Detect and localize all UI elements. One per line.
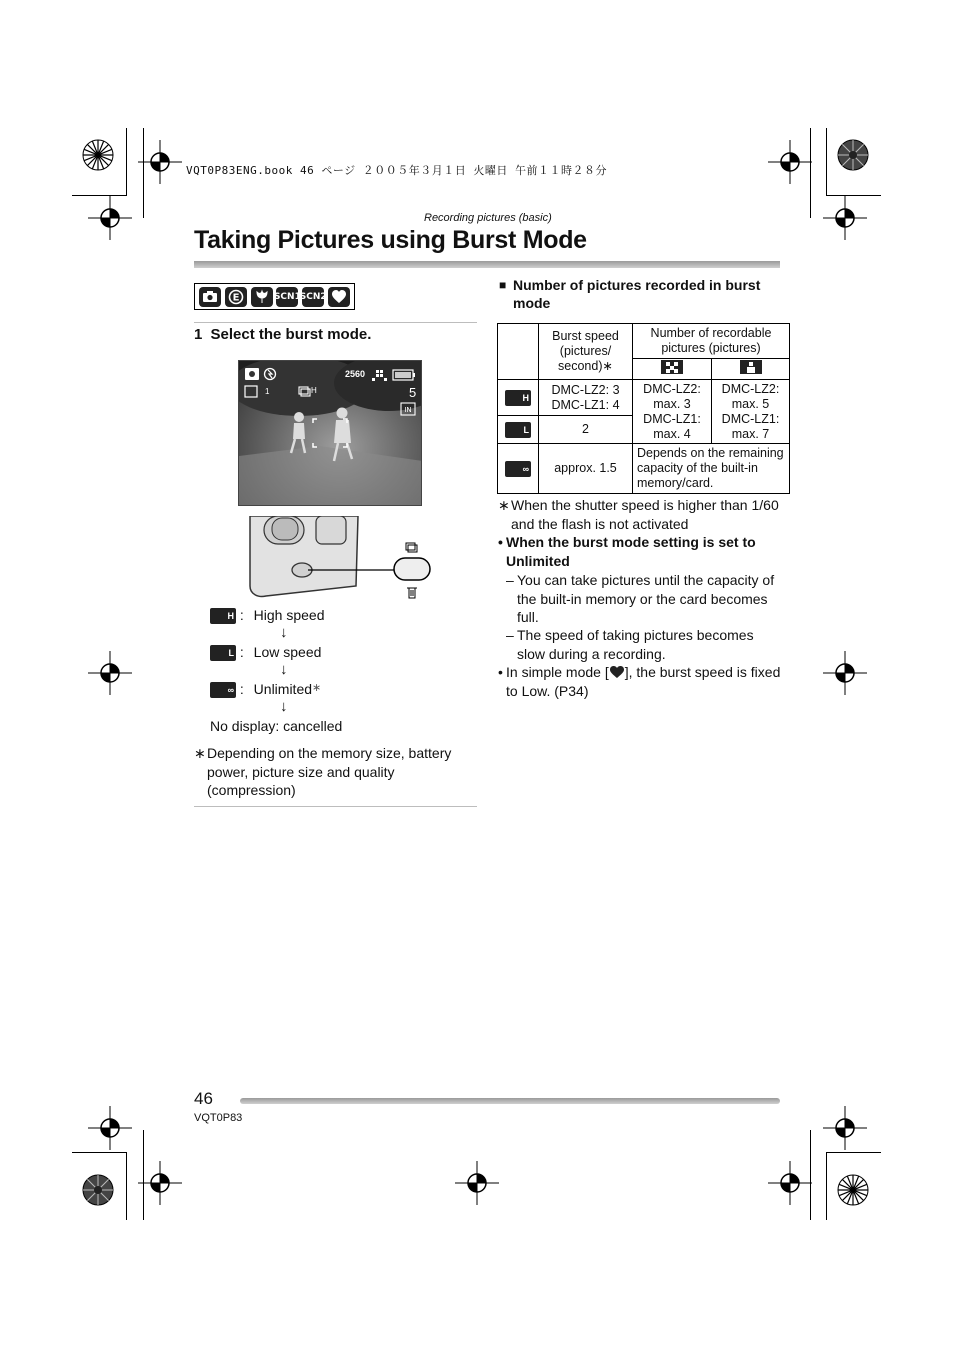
burst-count-heading [499, 276, 784, 312]
document-code: VQT0P83 [194, 1112, 243, 1124]
asterisk-mark: ∗ [498, 497, 510, 513]
page-number: 46 [194, 1089, 213, 1108]
lcd-resolution: 2560 [345, 369, 366, 379]
mode-label: High speed [253, 607, 325, 623]
burst-table [497, 323, 790, 494]
dash: – [506, 627, 514, 643]
quality-standard-header [712, 359, 790, 380]
footer-rule [240, 1098, 780, 1104]
square-bullet: ■ [499, 278, 507, 292]
bullet: • [498, 664, 503, 680]
bullet: • [498, 534, 503, 550]
section-label: Recording pictures (basic) [424, 212, 552, 224]
header-recordable: Number of recordable pictures (pictures) [633, 324, 790, 359]
scene2-mode-icon: SCN2 [302, 287, 324, 307]
mode-unlimited [210, 681, 321, 698]
quality-fine-header [633, 359, 712, 380]
mode-separator: : [239, 681, 244, 697]
shutter-note [498, 496, 782, 533]
speed-high: DMC-LZ2: 3 DMC-LZ1: 4 [539, 380, 633, 416]
camera-mode-icon [199, 287, 221, 307]
down-arrow: ↓ [280, 661, 288, 678]
simple-mode-note [498, 663, 782, 700]
scene1-mode-icon: SCN1 [276, 287, 298, 307]
header-burst-speed: Burst speed (pictures/ second)∗ [539, 324, 633, 380]
divider [194, 806, 477, 807]
mode-separator: : [239, 607, 244, 623]
quality-standard-icon [740, 360, 762, 374]
no-display-cancelled: No display: cancelled [210, 718, 343, 734]
count-fine: DMC-LZ2: max. 3 DMC-LZ1: max. 4 [633, 380, 712, 444]
simple-mode-note-text [498, 663, 782, 700]
svg-text:IN: IN [404, 406, 412, 414]
down-arrow: ↓ [280, 698, 288, 715]
heart-icon [609, 665, 625, 679]
lcd-preview-photo [238, 360, 422, 506]
row-high-icon: H [498, 380, 539, 416]
dash: – [506, 572, 514, 588]
quality-fine-icon [661, 360, 683, 374]
applicable-modes [194, 283, 355, 310]
mode-high-speed [210, 607, 325, 624]
speed-unlimited: approx. 1.5 [539, 444, 633, 494]
count-unlimited: Depends on the remaining capacity of the built-in memory/card. [633, 444, 790, 494]
count-standard: DMC-LZ2: max. 5 DMC-LZ1: max. 7 [712, 380, 790, 444]
step-text: Select the burst mode. [210, 326, 372, 343]
heading-text: Number of pictures recorded in burst mode [513, 277, 761, 311]
dash-note-2 [506, 626, 782, 663]
unlimited-title-text: When the burst mode setting is set to Unlimited [506, 534, 756, 569]
print-header: VQT0P83ENG.book 46 ページ ２００５年３月１日 火曜日 午前１１時２８分 [186, 164, 607, 177]
camera-button-illustration [246, 516, 436, 606]
row-unlimited-icon: ∞ [498, 444, 539, 494]
row-low-icon: L [498, 416, 539, 444]
down-arrow: ↓ [280, 624, 288, 641]
left-footnote [194, 744, 476, 800]
burst-high-icon: H [210, 608, 236, 624]
mode-separator: : [239, 644, 244, 660]
asterisk-mark: ∗ [194, 745, 206, 761]
dash-note-1-text: You can take pictures until the capacity of the built-in memory or the card becomes full. [517, 572, 775, 625]
lcd-stabilizer-mode: 1 [265, 387, 270, 396]
lcd-shots-remaining: 5 [409, 385, 417, 400]
mode-low-speed [210, 644, 321, 661]
dash-note-1 [506, 571, 782, 627]
table-corner [498, 324, 539, 380]
simple-mode-heart-icon [328, 287, 350, 307]
economy-mode-icon [225, 287, 247, 307]
page-title: Taking Pictures using Burst Mode [194, 226, 587, 254]
speed-low: 2 [539, 416, 633, 444]
asterisk-mark: ∗ [312, 682, 322, 694]
dash-note-2-text: The speed of taking pictures becomes slow during a recording. [517, 627, 754, 662]
simple-after: ], the burst speed is fixed to Low. (P34) [506, 664, 781, 699]
burst-low-icon: L [210, 645, 236, 661]
simple-before: In simple mode [ [506, 664, 609, 680]
step-1 [194, 326, 371, 343]
divider [194, 322, 477, 323]
lcd-burst-indicator: H [311, 386, 317, 395]
title-rule [194, 261, 780, 268]
shutter-note-text: When the shutter speed is higher than 1/60 and the flash is not activated [511, 497, 779, 532]
svg-text:E: E [232, 292, 240, 303]
left-footnote-text: Depending on the memory size, battery power, picture size and quality (compression) [207, 745, 452, 798]
step-number: 1 [194, 326, 203, 343]
mode-label: Unlimited [253, 681, 313, 697]
burst-unlimited-icon: ∞ [210, 682, 236, 698]
macro-mode-icon [251, 287, 273, 307]
mode-label: Low speed [253, 644, 322, 660]
unlimited-note-title [498, 533, 782, 570]
